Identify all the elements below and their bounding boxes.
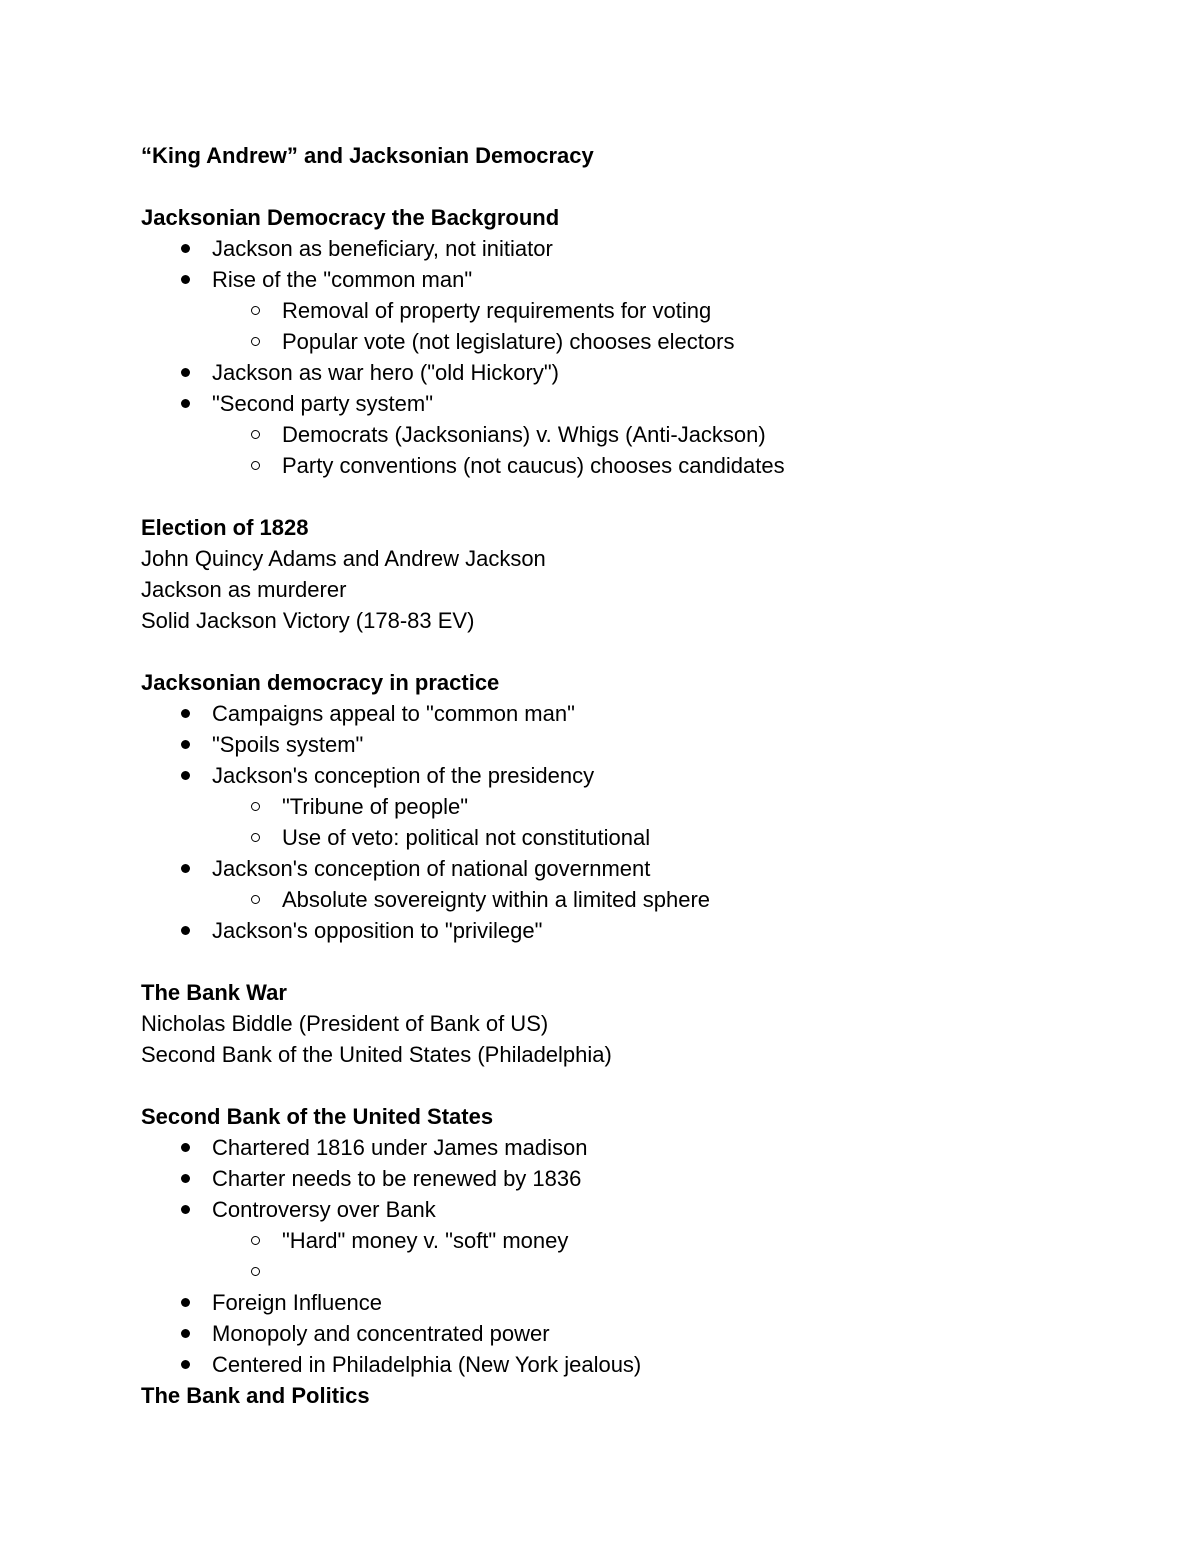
section-heading: Jacksonian democracy in practice — [141, 670, 500, 695]
bullet-icon — [178, 233, 192, 264]
bullet-item: Charter needs to be renewed by 1836 — [141, 1163, 1121, 1194]
bullet-icon — [178, 264, 192, 295]
bullet-item: Monopoly and concentrated power — [141, 1318, 1121, 1349]
hollow-bullet-icon — [248, 295, 262, 326]
paragraph-line: John Quincy Adams and Andrew Jackson — [141, 546, 546, 571]
paragraph-line: Solid Jackson Victory (178-83 EV) — [141, 608, 475, 633]
document-title: “King Andrew” and Jacksonian Democracy — [141, 143, 594, 168]
bullet-item: Centered in Philadelphia (New York jealous) — [141, 1349, 1121, 1380]
section-heading: The Bank War — [141, 980, 287, 1005]
bullet-icon — [178, 1132, 192, 1163]
bullet-icon — [178, 1194, 192, 1225]
sub-bullet-item: Absolute sovereignty within a limited sphere — [141, 884, 1121, 915]
bullet-icon — [178, 1349, 192, 1380]
hollow-bullet-icon — [248, 419, 262, 450]
bullet-icon — [178, 388, 192, 419]
bullet-item: Rise of the "common man" — [141, 264, 1121, 295]
sub-bullet-item: Popular vote (not legislature) chooses electors — [141, 326, 1121, 357]
bullet-icon — [178, 853, 192, 884]
bullet-item: Campaigns appeal to "common man" — [141, 698, 1121, 729]
document-content — [141, 140, 1121, 1411]
hollow-bullet-icon — [248, 1256, 262, 1287]
section-heading: Jacksonian Democracy the Background — [141, 205, 560, 230]
bullet-icon — [178, 1163, 192, 1194]
bullet-item: Jackson's opposition to "privilege" — [141, 915, 1121, 946]
paragraph-line: Jackson as murderer — [141, 577, 347, 602]
hollow-bullet-icon — [248, 791, 262, 822]
sub-bullet-item: Use of veto: political not constitutional — [141, 822, 1121, 853]
bullet-icon — [178, 698, 192, 729]
sub-bullet-item-empty — [141, 1256, 1121, 1287]
bullet-item: Controversy over Bank — [141, 1194, 1121, 1225]
bullet-icon — [178, 1318, 192, 1349]
section-heading: Election of 1828 — [141, 515, 309, 540]
bullet-item: Jackson's conception of the presidency — [141, 760, 1121, 791]
paragraph-line: Second Bank of the United States (Philadelphia) — [141, 1042, 612, 1067]
sub-bullet-item: "Hard" money v. "soft" money — [141, 1225, 1121, 1256]
hollow-bullet-icon — [248, 1225, 262, 1256]
bullet-icon — [178, 357, 192, 388]
hollow-bullet-icon — [248, 884, 262, 915]
hollow-bullet-icon — [248, 450, 262, 481]
hollow-bullet-icon — [248, 326, 262, 357]
bullet-item: Jackson as war hero ("old Hickory") — [141, 357, 1121, 388]
section-heading: Second Bank of the United States — [141, 1104, 494, 1129]
paragraph-line: Nicholas Biddle (President of Bank of US) — [141, 1011, 549, 1036]
sub-bullet-item: Democrats (Jacksonians) v. Whigs (Anti-Jackson) — [141, 419, 1121, 450]
bullet-item: Foreign Influence — [141, 1287, 1121, 1318]
section-heading: The Bank and Politics — [141, 1383, 370, 1408]
bullet-item: Jackson as beneficiary, not initiator — [141, 233, 1121, 264]
sub-bullet-item: "Tribune of people" — [141, 791, 1121, 822]
hollow-bullet-icon — [248, 822, 262, 853]
bullet-item: Jackson's conception of national government — [141, 853, 1121, 884]
sub-bullet-item: Removal of property requirements for voting — [141, 295, 1121, 326]
bullet-item: "Second party system" — [141, 388, 1121, 419]
bullet-icon — [178, 729, 192, 760]
bullet-icon — [178, 760, 192, 791]
bullet-icon — [178, 1287, 192, 1318]
bullet-icon — [178, 915, 192, 946]
bullet-item: Chartered 1816 under James madison — [141, 1132, 1121, 1163]
bullet-item: "Spoils system" — [141, 729, 1121, 760]
sub-bullet-item: Party conventions (not caucus) chooses candidates — [141, 450, 1121, 481]
